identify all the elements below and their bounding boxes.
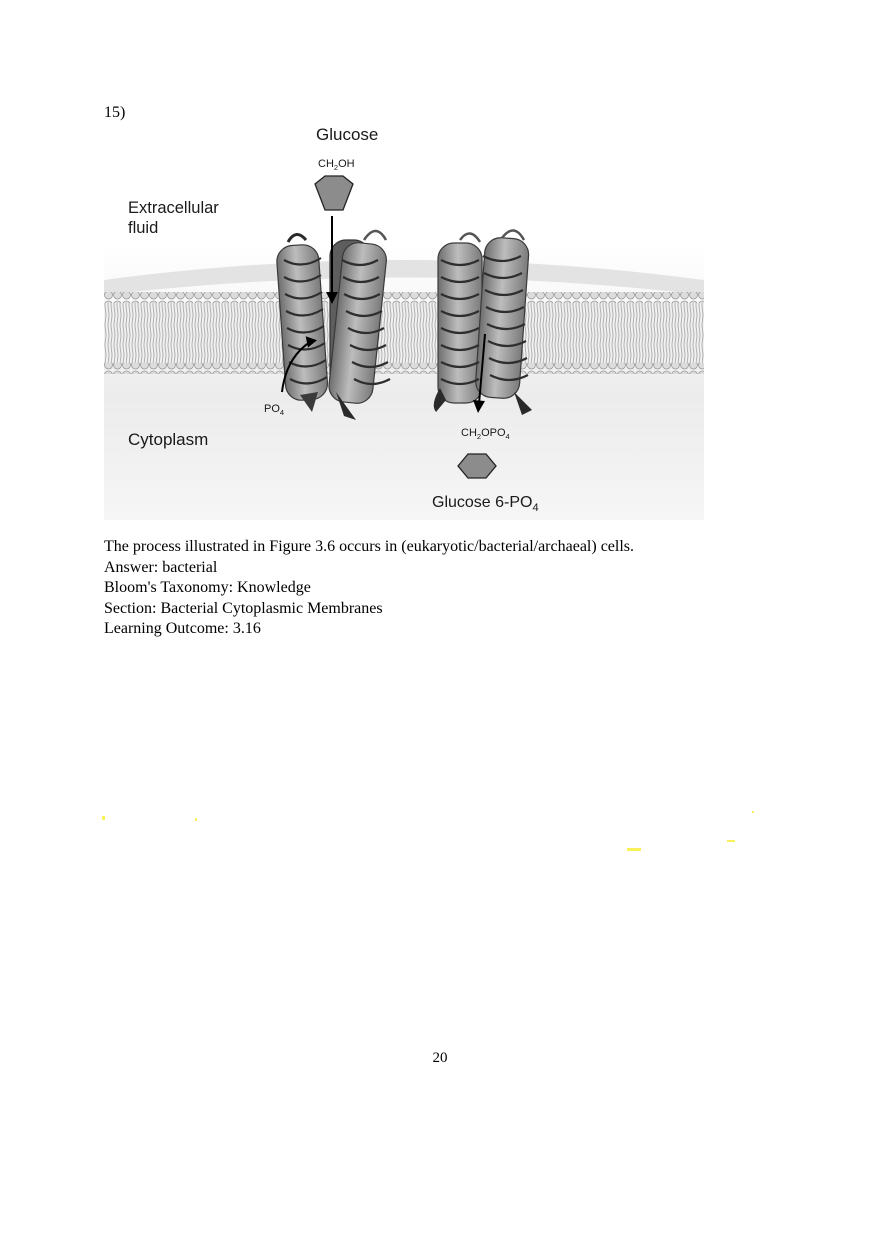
question-number: 15)	[104, 104, 126, 121]
scan-speck	[627, 848, 641, 851]
lipid-bilayer	[104, 260, 704, 374]
bloom-line: Bloom's Taxonomy: Knowledge	[104, 579, 311, 596]
section-line: Section: Bacterial Cytoplasmic Membranes	[104, 599, 383, 617]
membrane-transport-figure	[104, 120, 704, 520]
scan-speck	[102, 816, 105, 820]
glucose-hexagon	[315, 176, 353, 210]
outcome-line: Learning Outcome: 3.16	[104, 620, 261, 637]
scan-speck	[752, 811, 754, 813]
question-body	[104, 537, 634, 640]
page-number: 20	[432, 1050, 448, 1066]
po4-label: $PO_4$	[264, 403, 285, 417]
scan-speck	[727, 840, 735, 842]
glucose-label: Glucose	[316, 125, 379, 144]
cytoplasm-background	[104, 245, 704, 520]
cytoplasm-label: Cytoplasm	[128, 430, 209, 449]
product-group-label: $CH_2OPO_4$	[461, 427, 510, 441]
glucose-group-label: $CH_2OH$	[318, 158, 355, 172]
extracellular-label: Extracellular fluid	[128, 199, 219, 237]
product-label: Glucose $6-PO_4$	[432, 494, 539, 514]
question-text: The process illustrated in Figure 3.6 occurs in (eukaryotic/bacterial/archaeal) cells.	[104, 538, 635, 555]
scan-speck	[195, 818, 197, 821]
answer-line: Answer: bacterial	[104, 558, 218, 576]
